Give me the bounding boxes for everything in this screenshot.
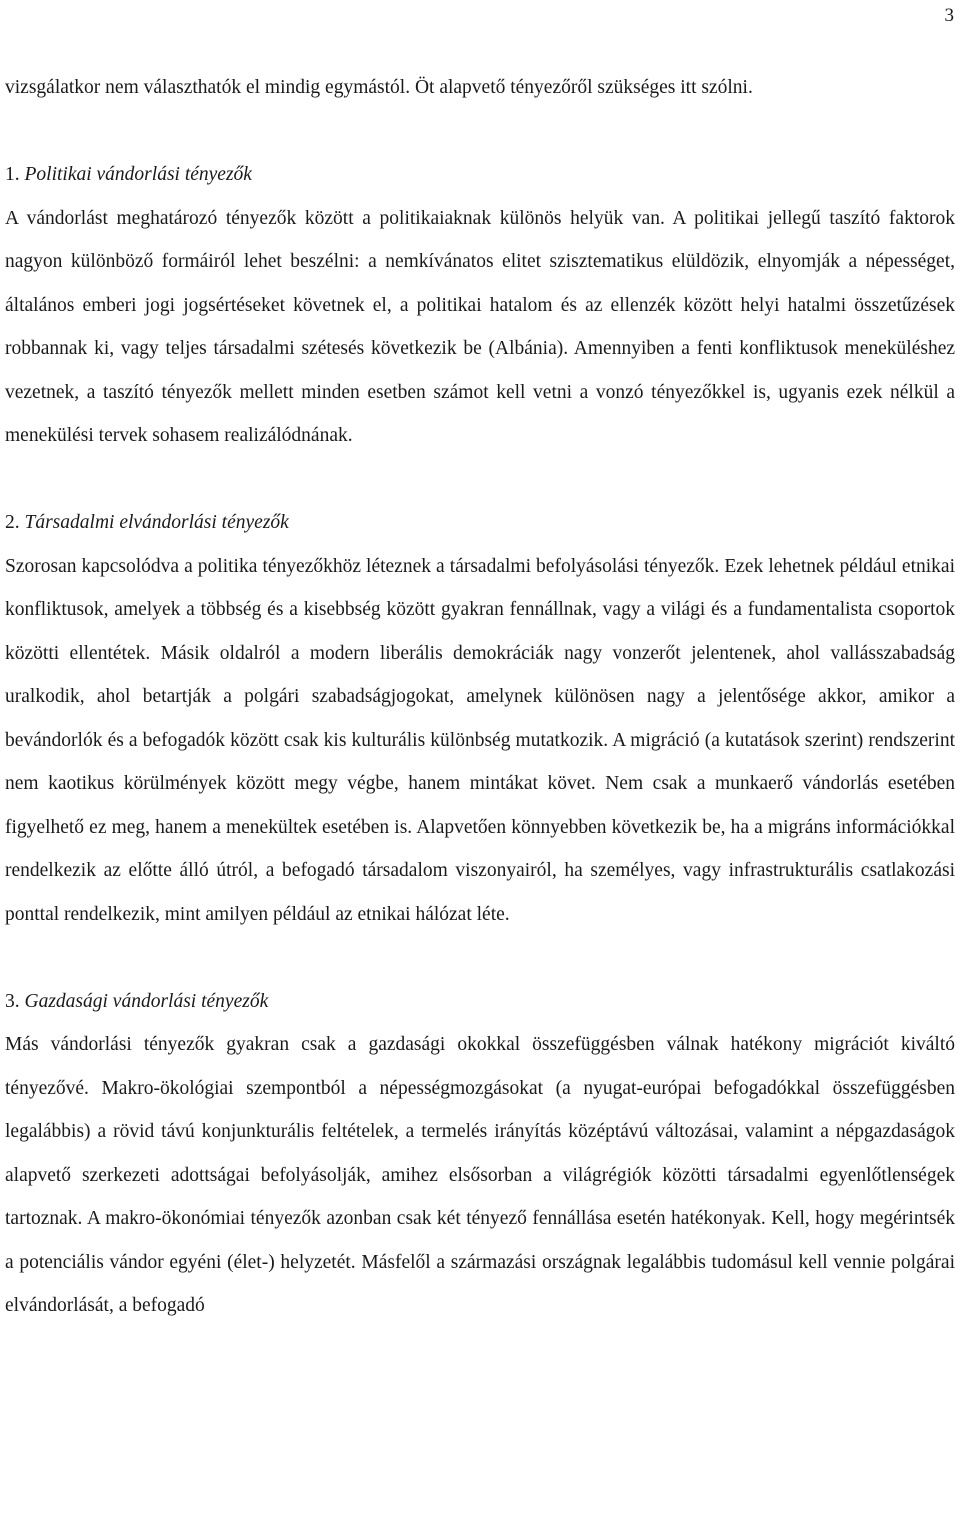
- section-number: 1.: [5, 164, 20, 185]
- paragraph-spacer: [5, 936, 955, 980]
- page-number: 3: [944, 5, 954, 26]
- section-heading-3: [5, 980, 955, 1024]
- section-heading-2: [5, 501, 955, 545]
- paragraph-spacer: [5, 458, 955, 502]
- document-body: [5, 66, 955, 1328]
- section-number: 2.: [5, 512, 20, 533]
- intro-paragraph: vizsgálatkor nem választhatók el mindig egymástól. Öt alapvető tényezőről szükséges itt szólni.: [5, 77, 753, 98]
- section-3-paragraph: Más vándorlási tényezők gyakran csak a gazdasági okokkal összefüggésben válnak hatékony migrációt kiváltó tényezővé. Makro-ökológiai szempontból a népességmozgásokat (a nyugat-európai befogadókkal összefüggésben legalábbis) a rövid távú konjunkturális feltételek, a termelés irányítás középtávú változásai, valamint a népgazdaságok alapvető szerkezeti adottságai befolyásolják, amihez elsősorban a világrégiók közötti társadalmi egyenlőtlenségek tartoznak. A makro-ökonómiai tényezők azonban csak két tényező fennállása esetén hatékonyak. Kell, hogy megérintsék a potenciális vándor egyéni (élet-) helyzetét. Másfelől a származási országnak legalábbis tudomásul kell vennie polgárai elvándorlását, a befogadó: [5, 1034, 955, 1316]
- section-2-paragraph: Szorosan kapcsolódva a politika tényezőkhöz léteznek a társadalmi befolyásolási tényezők. Ezek lehetnek például etnikai konfliktusok, amelyek a többség és a kisebbség között gyakran fennállnak, vagy a világi és a fundamentalista csoportok közötti ellentétek. Másik oldalról a modern liberális demokráciák nagy vonzerőt jelentenek, ahol vallásszabadság uralkodik, ahol betartják a polgári szabadságjogokat, amelynek különösen nagy a jelentősége akkor, amikor a bevándorlók és a befogadók között csak kis kulturális különbség mutatkozik. A migráció (a kutatások szerint) rendszerint nem kaotikus körülmények között megy végbe, hanem mintákat követ. Nem csak a munkaerő vándorlás esetében figyelhető ez meg, hanem a menekültek esetében is. Alapvetően könnyebben következik be, ha a migráns információkkal rendelkezik az előtte álló útról, a befogadó társadalom viszonyairól, ha személyes, vagy infrastrukturális csatlakozási ponttal rendelkezik, mint amilyen például az etnikai hálózat léte.: [5, 555, 955, 925]
- section-heading-1: [5, 153, 955, 197]
- section-title: Politikai vándorlási tényezők: [24, 164, 252, 185]
- section-number: 3.: [5, 990, 20, 1012]
- section-title: Társadalmi elvándorlási tényezők: [24, 512, 289, 533]
- section-1-paragraph: A vándorlást meghatározó tényezők között a politikaiaknak különös helyük van. A politikai jellegű taszító faktorok nagyon különböző formáiról lehet beszélni: a nemkívánatos elitet szisztematikus elüldözik, elnyomják a népességet, általános emberi jogi jogsértéseket követnek el, a politikai hatalom és az ellenzék között helyi hatalmi összetűzések robbannak ki, vagy teljes társadalmi szétesés következik be (Albánia). Amennyiben a fenti konfliktusok meneküléshez vezetnek, a taszító tényezők mellett minden esetben számot kell vetni a vonzó tényezőkkel is, ugyanis ezek nélkül a menekülési tervek sohasem realizálódnának.: [5, 207, 955, 446]
- paragraph-spacer: [5, 110, 955, 154]
- section-title: Gazdasági vándorlási tényezők: [24, 990, 269, 1012]
